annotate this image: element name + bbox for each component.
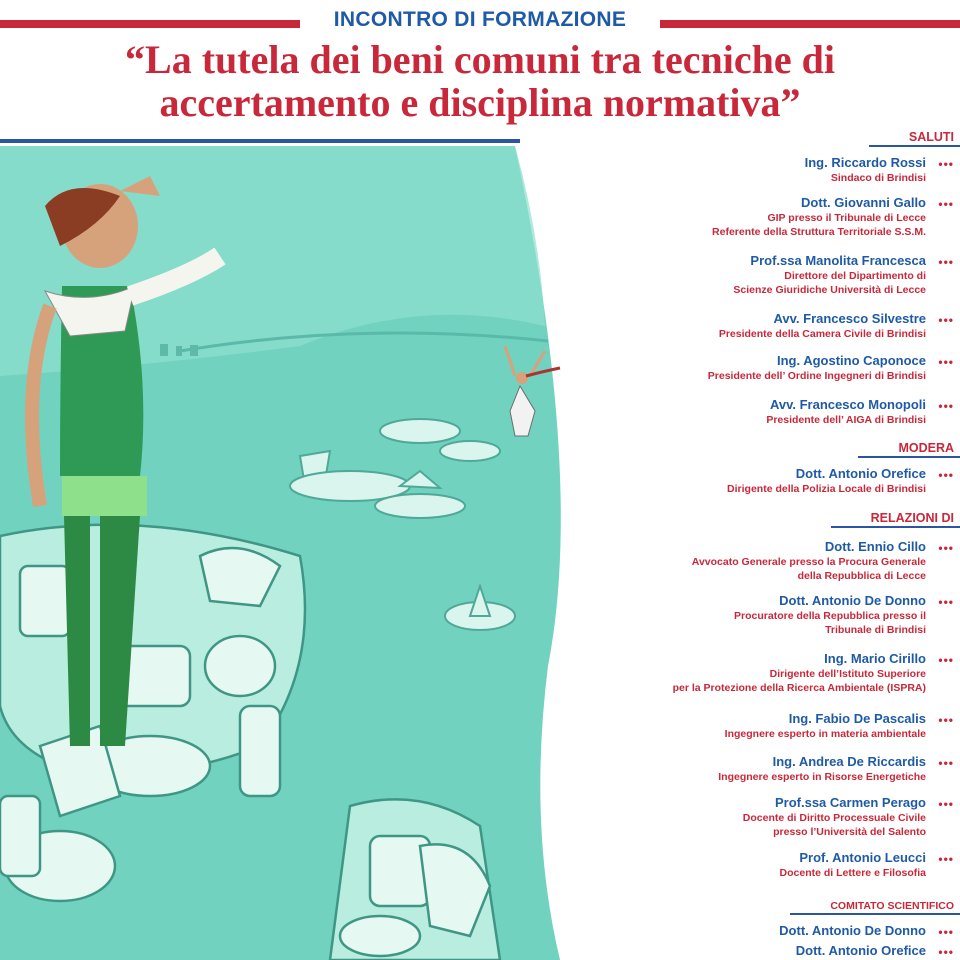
bullet-dots: ••• (938, 197, 954, 211)
speaker-name: Ing. Andrea De Riccardis (772, 754, 926, 769)
bullet-dots: ••• (938, 595, 954, 609)
speaker-role: Presidente dell’ Ordine Ingegneri di Brindisi (707, 370, 926, 382)
speaker-entry (692, 539, 926, 583)
bullet-dots: ••• (938, 468, 954, 482)
speaker-role: Docente di Lettere e Filosofia (779, 867, 926, 879)
speaker-entry (766, 397, 926, 427)
speaker-role: Presidente della Camera Civile di Brindisi (718, 328, 926, 340)
event-title (0, 38, 960, 124)
speaker-entry (743, 795, 926, 839)
speaker-role: Scienze Giuridiche Università di Lecce (733, 284, 926, 296)
poster-header (0, 0, 960, 140)
bullet-dots: ••• (938, 925, 954, 939)
speaker-role: Ingegnere esperto in Risorse Energetiche (718, 771, 926, 783)
speaker-name: Dott. Antonio De Donno (779, 593, 926, 608)
speaker-entry (805, 155, 926, 185)
illustration-svg (0, 146, 580, 960)
speaker-name: Prof.ssa Manolita Francesca (750, 253, 926, 268)
left-red-bar (0, 20, 300, 28)
speaker-name: Dott. Giovanni Gallo (801, 195, 926, 210)
speaker-name: Dott. Ennio Cillo (824, 539, 926, 554)
speaker-role: Tribunale di Brindisi (825, 624, 926, 636)
speaker-role: presso l’Università del Salento (773, 826, 926, 838)
speaker-name: Avv. Francesco Silvestre (773, 311, 926, 326)
right-red-bar (660, 20, 960, 28)
bullet-dots: ••• (938, 541, 954, 555)
speaker-entry (796, 943, 926, 959)
speaker-name: Ing. Mario Cirillo (824, 651, 926, 666)
bullet-dots: ••• (938, 945, 954, 959)
section-saluti-heading: SALUTI (869, 130, 960, 147)
speaker-role: per la Protezione della Ricerca Ambientale (ISPRA) (672, 682, 926, 694)
speaker-name: Ing. Fabio De Pascalis (788, 711, 926, 726)
speaker-role: Docente di Diritto Processuale Civile (742, 812, 926, 824)
speaker-name: Ing. Agostino Caponoce (776, 353, 926, 368)
speaker-role: Procuratore della Repubblica presso il (734, 610, 926, 622)
bullet-dots: ••• (938, 653, 954, 667)
speaker-name: Dott. Antonio Orefice (795, 466, 926, 481)
speaker-name: Dott. Antonio De Donno (779, 923, 926, 938)
subtitle-row (0, 6, 960, 32)
speaker-role: Dirigente della Polizia Locale di Brindisi (727, 483, 926, 495)
bullet-dots: ••• (938, 157, 954, 171)
speaker-entry (718, 754, 926, 784)
event-subtitle: INCONTRO DI FORMAZIONE (333, 8, 627, 31)
speaker-entry (733, 253, 926, 297)
speaker-role: Referente della Struttura Territoriale S.S.M. (712, 226, 926, 238)
speaker-entry (712, 195, 926, 239)
speaker-name: Avv. Francesco Monopoli (769, 397, 926, 412)
speaker-name: Ing. Riccardo Rossi (804, 155, 926, 170)
speaker-role: Dirigente dell’Istituto Superiore (769, 668, 926, 680)
blue-divider (0, 139, 520, 143)
speaker-role: della Repubblica di Lecce (797, 570, 926, 582)
speaker-entry (779, 923, 926, 939)
speaker-entry (780, 850, 926, 880)
speaker-entry (725, 711, 926, 741)
bullet-dots: ••• (938, 313, 954, 327)
speaker-entry (708, 353, 926, 383)
speaker-entry (719, 311, 926, 341)
speaker-name: Dott. Antonio Orefice (795, 943, 926, 958)
section-modera-heading: MODERA (858, 441, 960, 458)
speaker-entry (673, 651, 926, 695)
bullet-dots: ••• (938, 399, 954, 413)
speaker-role: Sindaco di Brindisi (830, 172, 926, 184)
speaker-role: GIP presso il Tribunale di Lecce (767, 212, 926, 224)
title-line-1: “La tutela dei beni comuni tra tecniche di (125, 37, 835, 82)
section-relazioni-heading: RELAZIONI DI (831, 511, 960, 528)
speaker-entry (727, 466, 926, 496)
speaker-role: Avvocato Generale presso la Procura Generale (691, 556, 926, 568)
speaker-name: Prof.ssa Carmen Perago (774, 795, 926, 810)
bullet-dots: ••• (938, 797, 954, 811)
bullet-dots: ••• (938, 852, 954, 866)
bullet-dots: ••• (938, 713, 954, 727)
title-line-2: accertamento e disciplina normativa” (159, 80, 801, 125)
speaker-role: Ingegnere esperto in materia ambientale (724, 728, 926, 740)
bullet-dots: ••• (938, 255, 954, 269)
speaker-entry (734, 593, 926, 637)
speaker-role: Direttore del Dipartimento di (784, 270, 926, 282)
trash-bottom-right (330, 799, 500, 960)
speaker-name: Prof. Antonio Leucci (799, 850, 926, 865)
bullet-dots: ••• (938, 756, 954, 770)
speaker-role: Presidente dell’ AIGA di Brindisi (766, 414, 926, 426)
section-comitato-heading: COMITATO SCIENTIFICO (790, 900, 960, 915)
bullet-dots: ••• (938, 355, 954, 369)
illustration-boy-plastic-sea (0, 146, 580, 960)
